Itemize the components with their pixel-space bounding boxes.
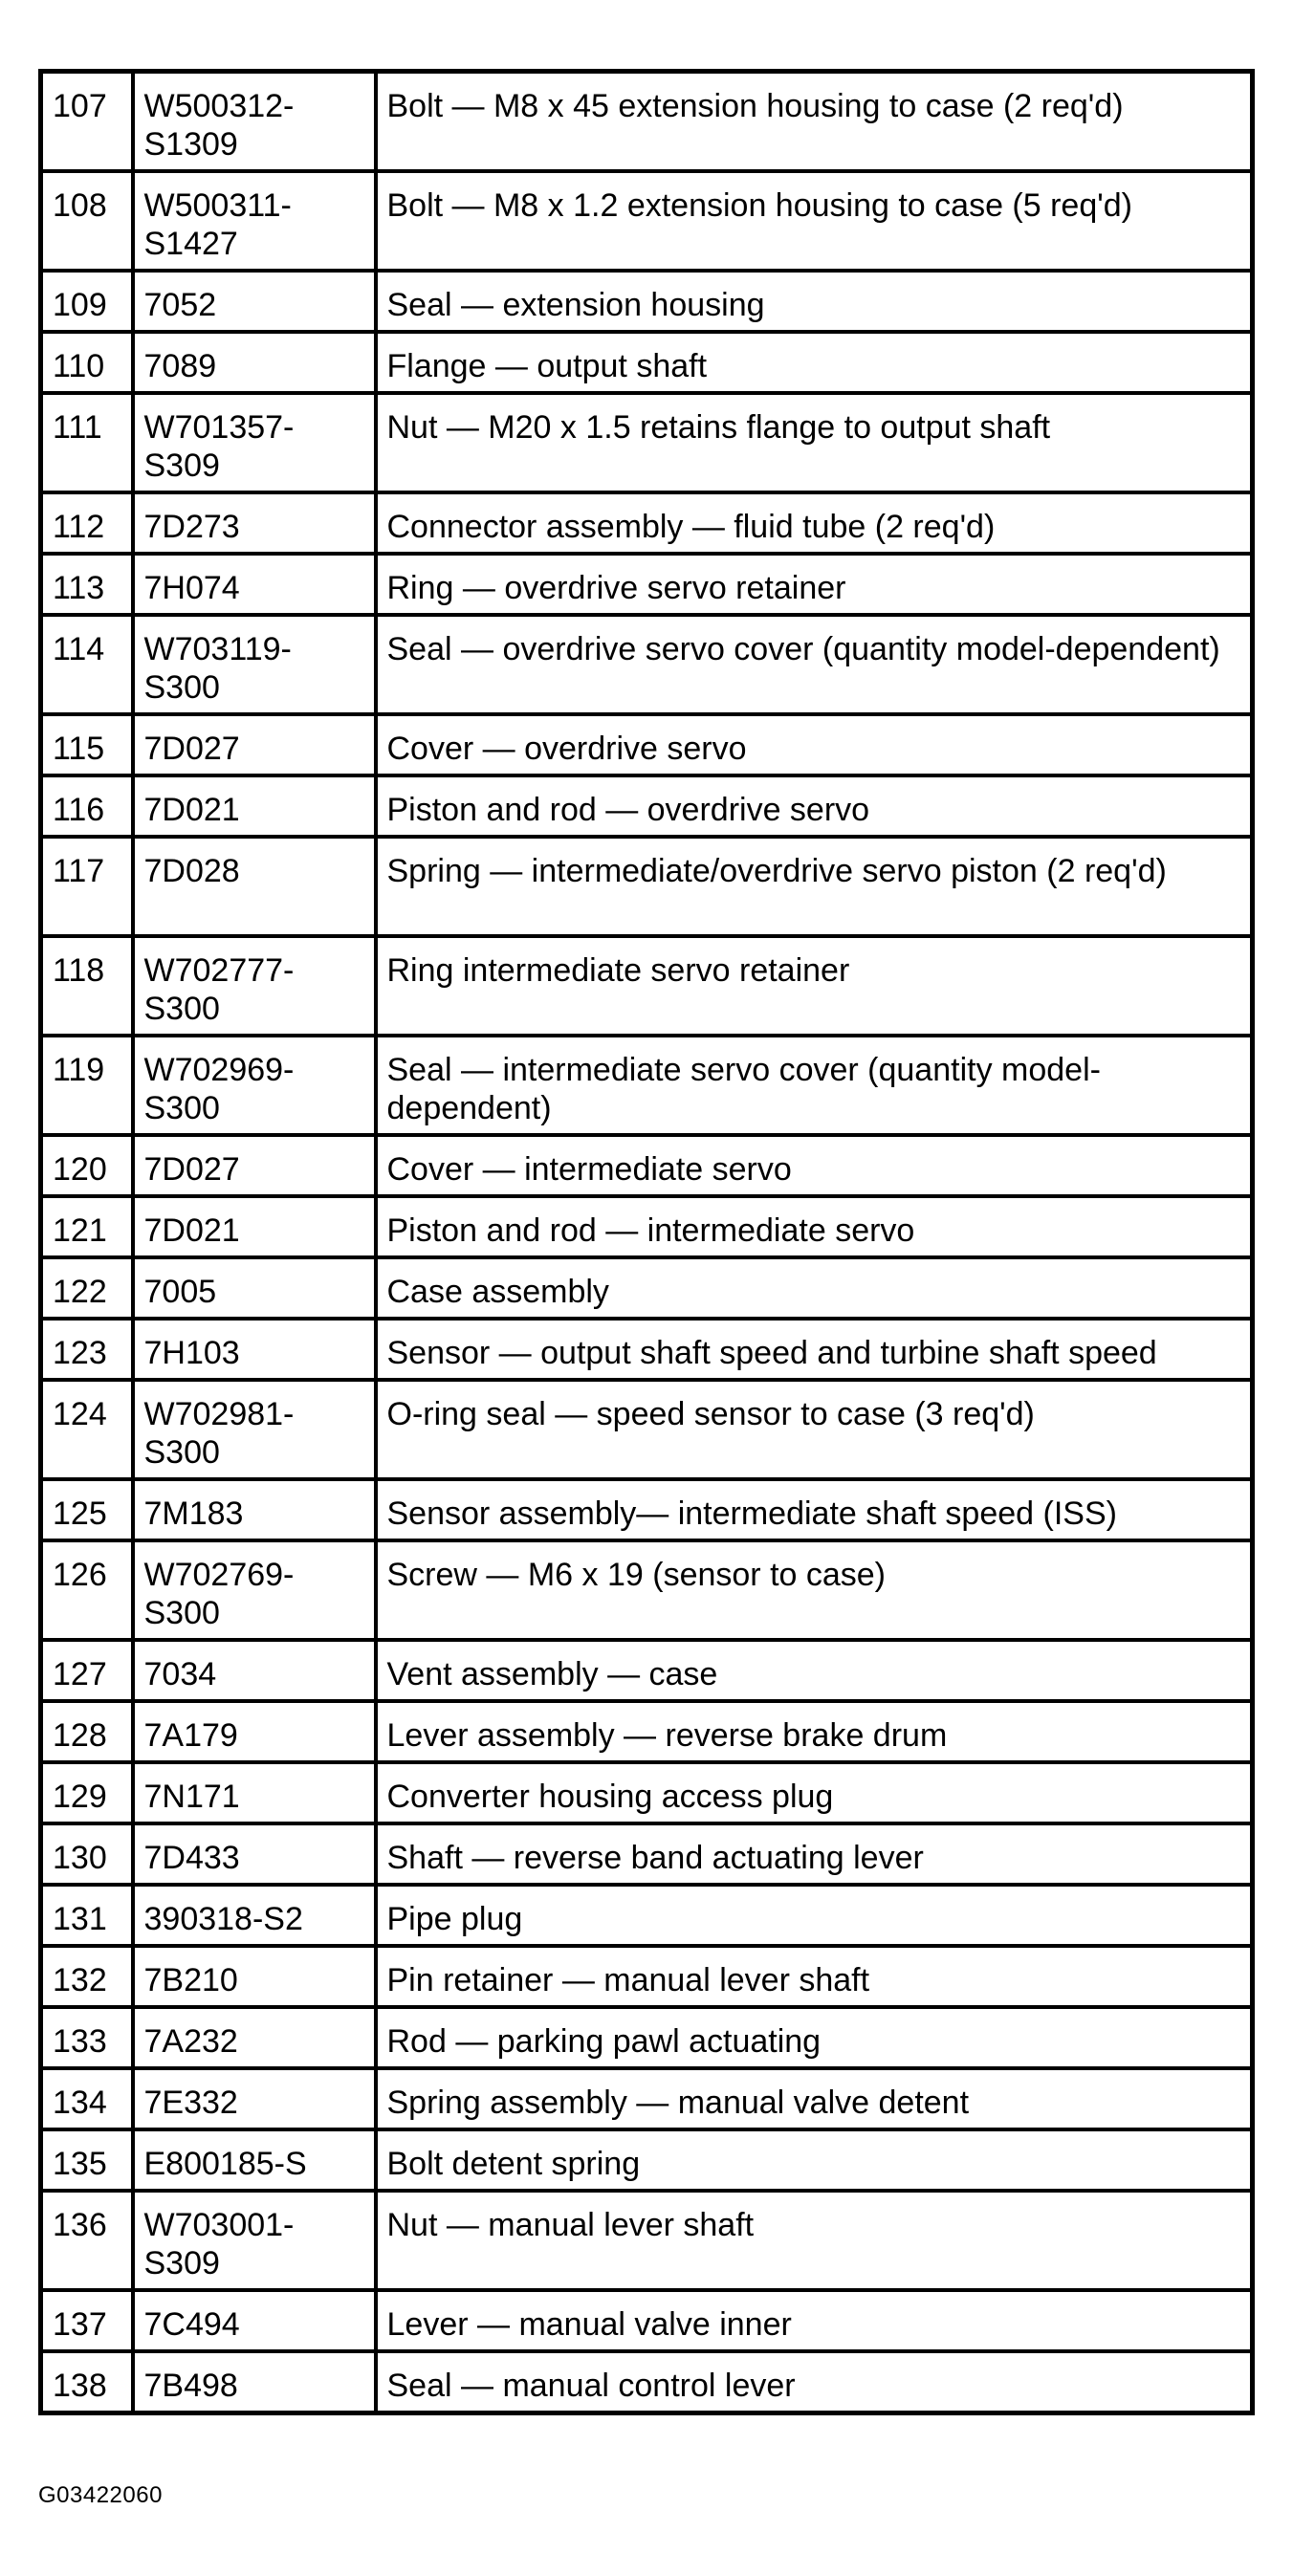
description-cell: Case assembly — [376, 1257, 1253, 1319]
table-row — [41, 1196, 1253, 1257]
part-number-cell: 7034 — [133, 1640, 376, 1701]
table-row — [41, 1640, 1253, 1701]
ref-number-cell: 113 — [41, 554, 133, 615]
description-cell: Rod — parking pawl actuating — [376, 2007, 1253, 2068]
table-row — [41, 1479, 1253, 1540]
part-number-cell: 7E332 — [133, 2068, 376, 2129]
ref-number-cell: 129 — [41, 1762, 133, 1823]
ref-number-cell: 126 — [41, 1540, 133, 1640]
description-cell: Seal — extension housing — [376, 271, 1253, 332]
description-cell: Pin retainer — manual lever shaft — [376, 1946, 1253, 2007]
description-cell: Bolt — M8 x 45 extension housing to case (2 req'd) — [376, 72, 1253, 172]
table-row — [41, 2068, 1253, 2129]
table-row — [41, 271, 1253, 332]
table-row — [41, 2191, 1253, 2290]
table-row — [41, 775, 1253, 837]
ref-number-cell: 121 — [41, 1196, 133, 1257]
ref-number-cell: 136 — [41, 2191, 133, 2290]
part-number-cell: W703001- S309 — [133, 2191, 376, 2290]
ref-number-cell: 127 — [41, 1640, 133, 1701]
description-cell: O-ring seal — speed sensor to case (3 req'd) — [376, 1380, 1253, 1479]
ref-number-cell: 132 — [41, 1946, 133, 2007]
ref-number-cell: 131 — [41, 1885, 133, 1946]
description-cell: Cover — overdrive servo — [376, 714, 1253, 775]
table-row — [41, 1701, 1253, 1762]
part-number-cell: W702969- S300 — [133, 1036, 376, 1135]
part-number-cell: 7A232 — [133, 2007, 376, 2068]
description-cell: Piston and rod — intermediate servo — [376, 1196, 1253, 1257]
part-number-cell: 7D273 — [133, 492, 376, 554]
figure-code: G03422060 — [38, 2482, 163, 2508]
ref-number-cell: 122 — [41, 1257, 133, 1319]
table-row — [41, 837, 1253, 936]
part-number-cell: 390318-S2 — [133, 1885, 376, 1946]
part-number-cell: 7A179 — [133, 1701, 376, 1762]
description-cell: Lever — manual valve inner — [376, 2290, 1253, 2351]
part-number-cell: 7D027 — [133, 714, 376, 775]
table-row — [41, 1540, 1253, 1640]
table-row — [41, 1135, 1253, 1196]
description-cell: Bolt detent spring — [376, 2129, 1253, 2191]
table-row — [41, 492, 1253, 554]
table-row — [41, 2290, 1253, 2351]
ref-number-cell: 109 — [41, 271, 133, 332]
ref-number-cell: 137 — [41, 2290, 133, 2351]
part-number-cell: W702769- S300 — [133, 1540, 376, 1640]
part-number-cell: 7C494 — [133, 2290, 376, 2351]
ref-number-cell: 118 — [41, 936, 133, 1036]
table-row — [41, 2129, 1253, 2191]
part-number-cell: 7B210 — [133, 1946, 376, 2007]
table-row — [41, 1036, 1253, 1135]
ref-number-cell: 135 — [41, 2129, 133, 2191]
part-number-cell: E800185-S — [133, 2129, 376, 2191]
table-row — [41, 1823, 1253, 1885]
table-row — [41, 615, 1253, 714]
part-number-cell: 7D433 — [133, 1823, 376, 1885]
part-number-cell: 7005 — [133, 1257, 376, 1319]
table-row — [41, 332, 1253, 393]
description-cell: Seal — manual control lever — [376, 2351, 1253, 2413]
part-number-cell: W500312- S1309 — [133, 72, 376, 172]
description-cell: Converter housing access plug — [376, 1762, 1253, 1823]
part-number-cell: 7D028 — [133, 837, 376, 936]
ref-number-cell: 128 — [41, 1701, 133, 1762]
description-cell: Ring — overdrive servo retainer — [376, 554, 1253, 615]
part-number-cell: W703119- S300 — [133, 615, 376, 714]
ref-number-cell: 112 — [41, 492, 133, 554]
description-cell: Spring assembly — manual valve detent — [376, 2068, 1253, 2129]
table-row — [41, 2351, 1253, 2413]
ref-number-cell: 111 — [41, 393, 133, 492]
table-row — [41, 936, 1253, 1036]
description-cell: Bolt — M8 x 1.2 extension housing to case (5 req'd) — [376, 171, 1253, 271]
ref-number-cell: 130 — [41, 1823, 133, 1885]
description-cell: Lever assembly — reverse brake drum — [376, 1701, 1253, 1762]
table-row — [41, 714, 1253, 775]
ref-number-cell: 114 — [41, 615, 133, 714]
table-row — [41, 554, 1253, 615]
part-number-cell: 7H074 — [133, 554, 376, 615]
ref-number-cell: 120 — [41, 1135, 133, 1196]
description-cell: Spring — intermediate/overdrive servo piston (2 req'd) — [376, 837, 1253, 936]
description-cell: Sensor assembly— intermediate shaft speed (ISS) — [376, 1479, 1253, 1540]
ref-number-cell: 107 — [41, 72, 133, 172]
description-cell: Vent assembly — case — [376, 1640, 1253, 1701]
table-row — [41, 171, 1253, 271]
part-number-cell: 7N171 — [133, 1762, 376, 1823]
ref-number-cell: 110 — [41, 332, 133, 393]
description-cell: Shaft — reverse band actuating lever — [376, 1823, 1253, 1885]
ref-number-cell: 134 — [41, 2068, 133, 2129]
table-row — [41, 72, 1253, 172]
description-cell: Seal — intermediate servo cover (quantity model-dependent) — [376, 1036, 1253, 1135]
ref-number-cell: 133 — [41, 2007, 133, 2068]
ref-number-cell: 119 — [41, 1036, 133, 1135]
part-number-cell: 7052 — [133, 271, 376, 332]
description-cell: Flange — output shaft — [376, 332, 1253, 393]
part-number-cell: 7M183 — [133, 1479, 376, 1540]
part-number-cell: 7B498 — [133, 2351, 376, 2413]
description-cell: Piston and rod — overdrive servo — [376, 775, 1253, 837]
part-number-cell: 7D021 — [133, 775, 376, 837]
description-cell: Seal — overdrive servo cover (quantity model-dependent) — [376, 615, 1253, 714]
table-row — [41, 393, 1253, 492]
table-row — [41, 1885, 1253, 1946]
part-number-cell: W701357- S309 — [133, 393, 376, 492]
ref-number-cell: 115 — [41, 714, 133, 775]
part-number-cell: W702981- S300 — [133, 1380, 376, 1479]
description-cell: Pipe plug — [376, 1885, 1253, 1946]
description-cell: Sensor — output shaft speed and turbine shaft speed — [376, 1319, 1253, 1380]
ref-number-cell: 138 — [41, 2351, 133, 2413]
part-number-cell: W702777- S300 — [133, 936, 376, 1036]
description-cell: Connector assembly — fluid tube (2 req'd) — [376, 492, 1253, 554]
description-cell: Nut — manual lever shaft — [376, 2191, 1253, 2290]
table-row — [41, 2007, 1253, 2068]
part-number-cell: 7D027 — [133, 1135, 376, 1196]
part-number-cell: W500311- S1427 — [133, 171, 376, 271]
parts-table — [38, 69, 1255, 2415]
table-row — [41, 1319, 1253, 1380]
part-number-cell: 7H103 — [133, 1319, 376, 1380]
ref-number-cell: 125 — [41, 1479, 133, 1540]
description-cell: Ring intermediate servo retainer — [376, 936, 1253, 1036]
ref-number-cell: 123 — [41, 1319, 133, 1380]
table-row — [41, 1946, 1253, 2007]
ref-number-cell: 116 — [41, 775, 133, 837]
ref-number-cell: 117 — [41, 837, 133, 936]
ref-number-cell: 108 — [41, 171, 133, 271]
ref-number-cell: 124 — [41, 1380, 133, 1479]
description-cell: Cover — intermediate servo — [376, 1135, 1253, 1196]
table-row — [41, 1380, 1253, 1479]
description-cell: Nut — M20 x 1.5 retains flange to output shaft — [376, 393, 1253, 492]
parts-table-body — [41, 72, 1253, 2413]
description-cell: Screw — M6 x 19 (sensor to case) — [376, 1540, 1253, 1640]
table-row — [41, 1257, 1253, 1319]
part-number-cell: 7D021 — [133, 1196, 376, 1257]
table-row — [41, 1762, 1253, 1823]
part-number-cell: 7089 — [133, 332, 376, 393]
